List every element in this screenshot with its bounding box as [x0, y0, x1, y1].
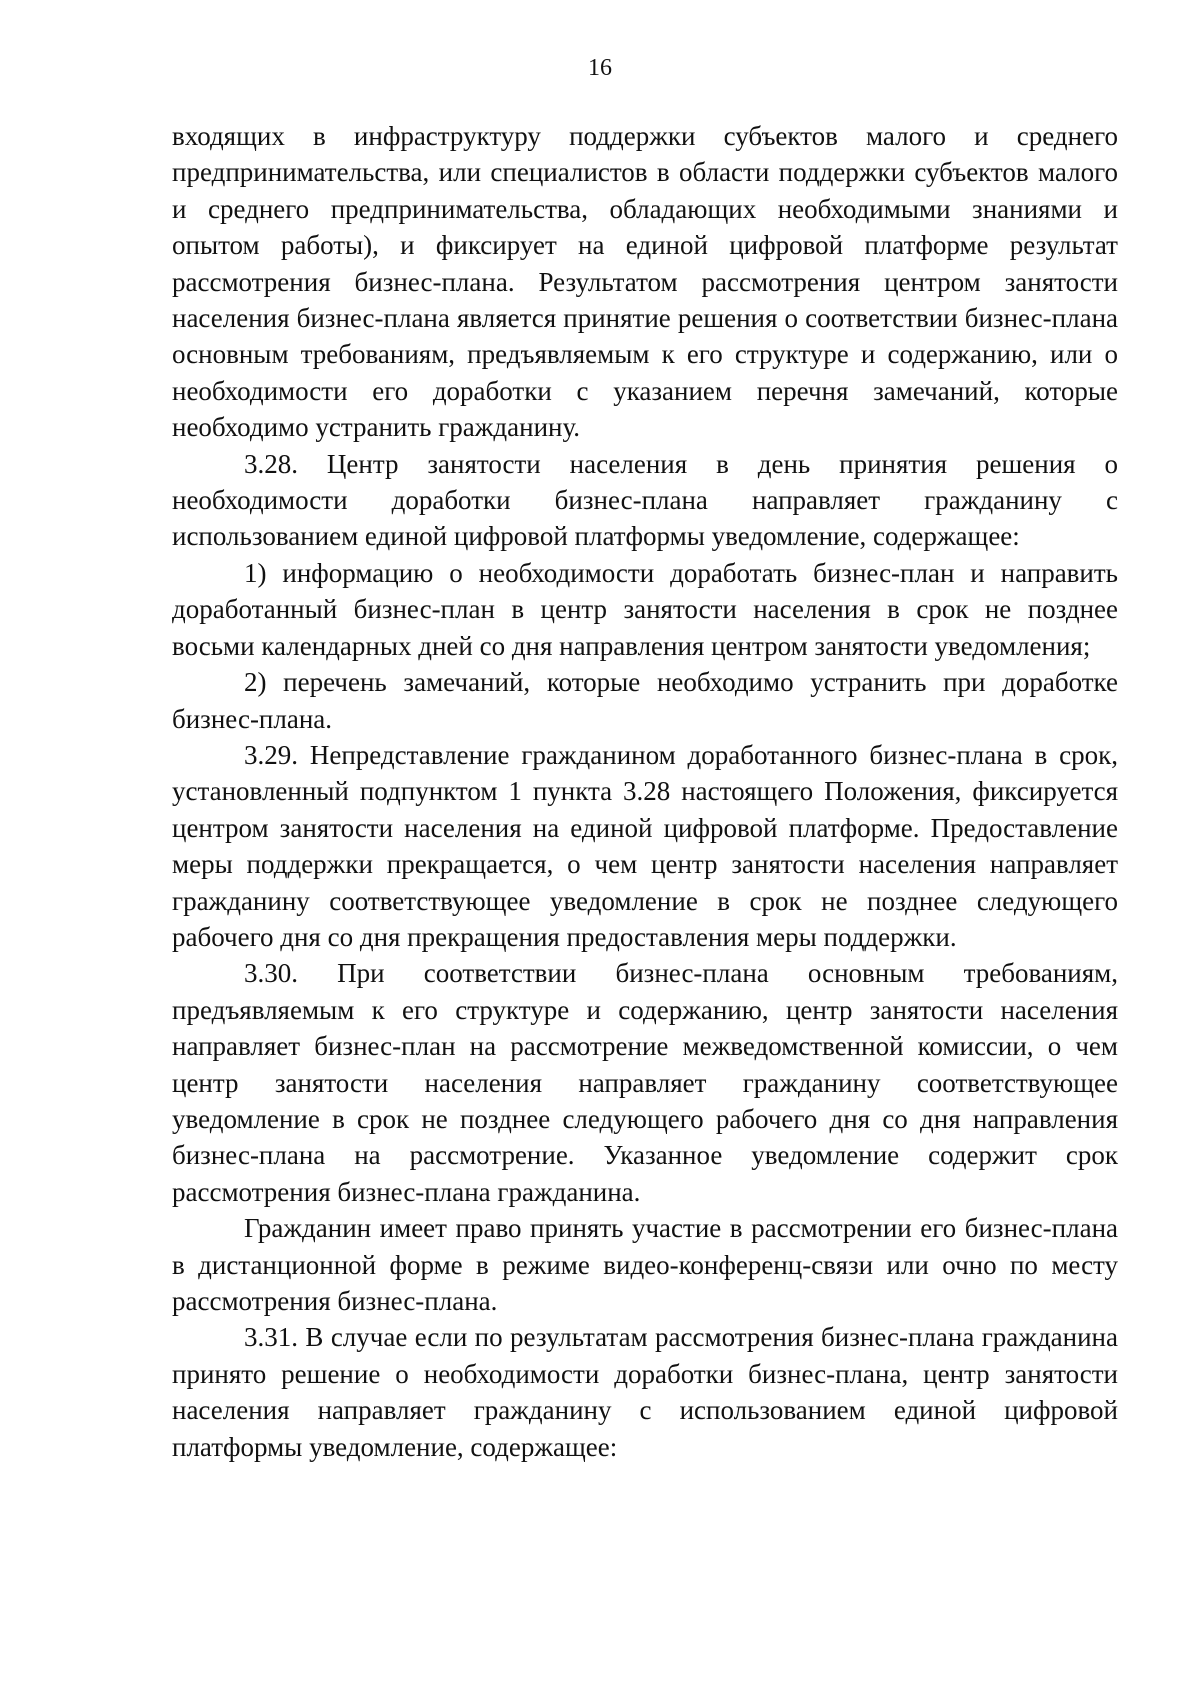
paragraph-3-31: 3.31. В случае если по результатам рассмотрения бизнес-плана гражданина принято решение о необходимости доработки бизнес-плана, центр занятости населения направляет гражданину с использованием единой цифровой платформы уведомление, содержащее:	[172, 1322, 1118, 1462]
paragraph-continuation: входящих в инфраструктуру поддержки субъектов малого и среднего предпринимательства, или специалистов в области поддержки субъектов малого и среднего предпринимательства, обладающих необходимыми знаниями и опытом работы), и фиксирует на единой цифровой платформе результат рассмотрения бизнес-плана. Результатом рассмотрения центром занятости населения бизнес-плана является принятие решения о соответствии бизнес-плана основным требованиям, предъявляемым к его структуре и содержанию, или о необходимости его доработки с указанием перечня замечаний, которые необходимо устранить гражданину.	[172, 121, 1118, 443]
paragraph-3-28-item-1: 1) информацию о необходимости доработать бизнес-план и направить доработанный бизнес-план в центр занятости населения в срок не позднее восьми календарных дней со дня направления центром занятости уведомления;	[172, 557, 1118, 661]
paragraph-3-28-item-2: 2) перечень замечаний, которые необходимо устранить при доработке бизнес-плана.	[172, 667, 1118, 734]
document-body	[172, 118, 1118, 1465]
paragraph-citizen-right: Гражданин имеет право принять участие в рассмотрении его бизнес-плана в дистанционной форме в режиме видео-конференц-связи или очно по месту рассмотрения бизнес-плана.	[172, 1213, 1118, 1316]
paragraph-3-28: 3.28. Центр занятости населения в день принятия решения о необходимости доработки бизнес-плана направляет гражданину с использованием единой цифровой платформы уведомление, содержащее:	[172, 448, 1118, 552]
paragraph-3-29: 3.29. Непредставление гражданином доработанного бизнес-плана в срок, установленный подпунктом 1 пункта 3.28 настоящего Положения, фиксируется центром занятости населения на единой цифровой платформе. Предоставление меры поддержки прекращается, о чем центр занятости населения направляет гражданину соответствующее уведомление в срок не позднее следующего рабочего дня со дня прекращения предоставления меры поддержки.	[172, 739, 1118, 952]
page-number: 16	[588, 55, 612, 81]
paragraph-3-30: 3.30. При соответствии бизнес-плана основным требованиям, предъявляемым к его структуре и содержанию, центр занятости населения направляет бизнес-план на рассмотрение межведомственной комиссии, о чем центр занятости населения направляет гражданину соответствующее уведомление в срок не позднее следующего рабочего дня со дня направления бизнес-плана на рассмотрение. Указанное уведомление содержит срок рассмотрения бизнес-плана гражданина.	[172, 958, 1118, 1207]
